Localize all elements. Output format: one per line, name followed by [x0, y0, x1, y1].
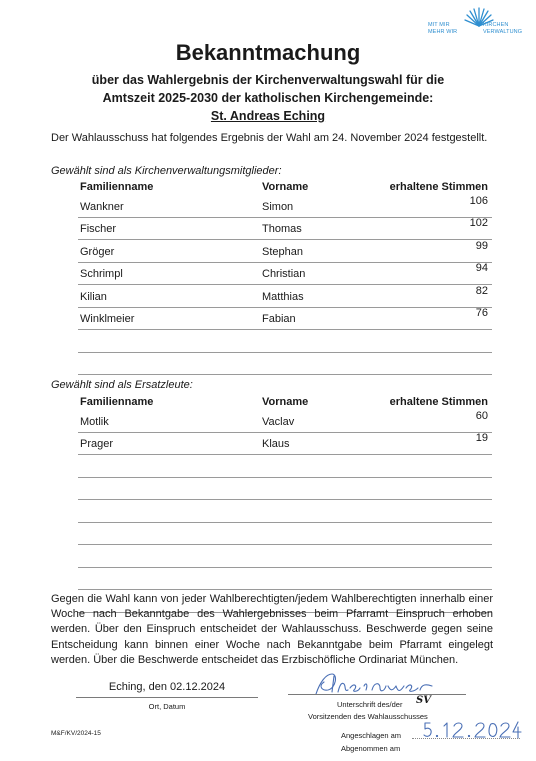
table-row: [78, 410, 492, 433]
table-row: [78, 263, 492, 286]
cell-votes: 76: [475, 307, 488, 319]
cell-lastname: Fischer: [80, 223, 117, 235]
cell-votes: 106: [469, 194, 488, 207]
cell-firstname: Matthias: [262, 290, 304, 303]
table-row: [78, 195, 492, 218]
removed-label: Abgenommen am: [341, 744, 401, 753]
signature-label: Unterschrift des/der: [337, 700, 403, 709]
cell-lastname: Prager: [80, 438, 114, 450]
cell-votes: 60: [475, 409, 488, 422]
cell-firstname: Fabian: [262, 313, 296, 325]
page-title: Bekanntmachung: [175, 40, 361, 65]
empty-table-row: [78, 353, 492, 376]
cell-votes: 102: [469, 217, 488, 229]
cell-lastname: Motlik: [80, 415, 109, 428]
logo-text-left: MIT MIR MEHR WIR: [428, 22, 458, 35]
header-votes: erhaltene Stimmen: [389, 181, 488, 193]
empty-table-row: [78, 478, 492, 501]
table-row: [78, 285, 492, 308]
place-date-line: [76, 697, 258, 698]
members-section-label: Gewählt sind als Kirchenverwaltungsmitglieder:: [51, 165, 282, 177]
handwritten-posted-date: [422, 720, 522, 740]
place-date-value: Eching, den 02.12.2024: [108, 681, 226, 693]
cell-votes: 19: [475, 432, 488, 444]
table-row: [78, 433, 492, 456]
signature-sv-mark: SV: [416, 695, 431, 706]
signature-line: [288, 694, 466, 695]
subtitle-line-1: über das Wahlergebnis der Kirchenverwaltungswahl für die: [91, 73, 445, 87]
cell-votes: 82: [475, 284, 488, 297]
cell-votes: 99: [475, 239, 488, 252]
empty-table-row: [78, 500, 492, 523]
substitutes-section-label: Gewählt sind als Ersatzleute:: [51, 379, 193, 391]
table-row: [78, 308, 492, 331]
cell-lastname: Schrimpl: [80, 268, 123, 280]
cell-firstname: Vaclav: [262, 415, 295, 428]
signature-role-label: Vorsitzenden des Wahlausschusses: [308, 712, 428, 721]
members-table-header: [78, 178, 492, 195]
header-votes: erhaltene Stimmen: [389, 396, 488, 408]
members-table: [78, 178, 492, 375]
empty-table-row: [78, 545, 492, 568]
cell-firstname: Klaus: [262, 438, 290, 450]
document-id: M&F/KV/2024-15: [51, 730, 101, 737]
logo-text-right: KIRCHEN VERWALTUNG: [483, 22, 523, 35]
cell-firstname: Thomas: [262, 223, 302, 235]
substitutes-table-header: [78, 393, 492, 410]
empty-table-row: [78, 523, 492, 546]
table-row: [78, 240, 492, 263]
header-firstname: Vorname: [262, 396, 309, 408]
substitutes-table: [78, 393, 492, 613]
header-firstname: Vorname: [262, 181, 309, 193]
cell-lastname: Gröger: [80, 245, 115, 258]
legal-notice-text: Gegen die Wahl kann von jeder Wahlberechtigten/jedem Wahlberechtigten innerhalb einer Woche nach Bekanntgabe des Wahlergebnisses beim Pfarramt Einspruch erhoben werden. Über den Einspruch entscheidet der Wahlausschuss. Beschwerde gegen seine Entscheidung kann binnen einer Woche nach Bekanntgabe beim Pfarramt eingelegt werden. Über die Beschwerde entscheidet das Erzbischöfliche Ordinariat München.: [51, 593, 493, 666]
cell-firstname: Stephan: [262, 245, 303, 258]
cell-votes: 94: [475, 262, 488, 274]
cell-lastname: Winklmeier: [80, 313, 135, 325]
subtitle-line-2: Amtszeit 2025-2030 der katholischen Kirchengemeinde:: [102, 91, 434, 105]
empty-table-row: [78, 330, 492, 353]
posted-label: Angeschlagen am: [341, 731, 402, 740]
cell-firstname: Christian: [262, 268, 306, 280]
empty-table-row: [78, 455, 492, 478]
cell-lastname: Kilian: [80, 290, 107, 303]
empty-table-row: [78, 568, 492, 591]
parish-name: St. Andreas Eching: [210, 109, 326, 123]
intro-text: Der Wahlausschuss hat folgendes Ergebnis der Wahl am 24. November 2024 festgestellt.: [51, 132, 488, 144]
header-lastname: Familienname: [80, 396, 154, 408]
place-date-label: Ort, Datum: [148, 702, 186, 711]
header-lastname: Familienname: [80, 181, 154, 193]
cell-lastname: Wankner: [80, 200, 124, 213]
posted-date-line: [412, 738, 520, 739]
cell-firstname: Simon: [262, 200, 294, 213]
table-row: [78, 218, 492, 241]
